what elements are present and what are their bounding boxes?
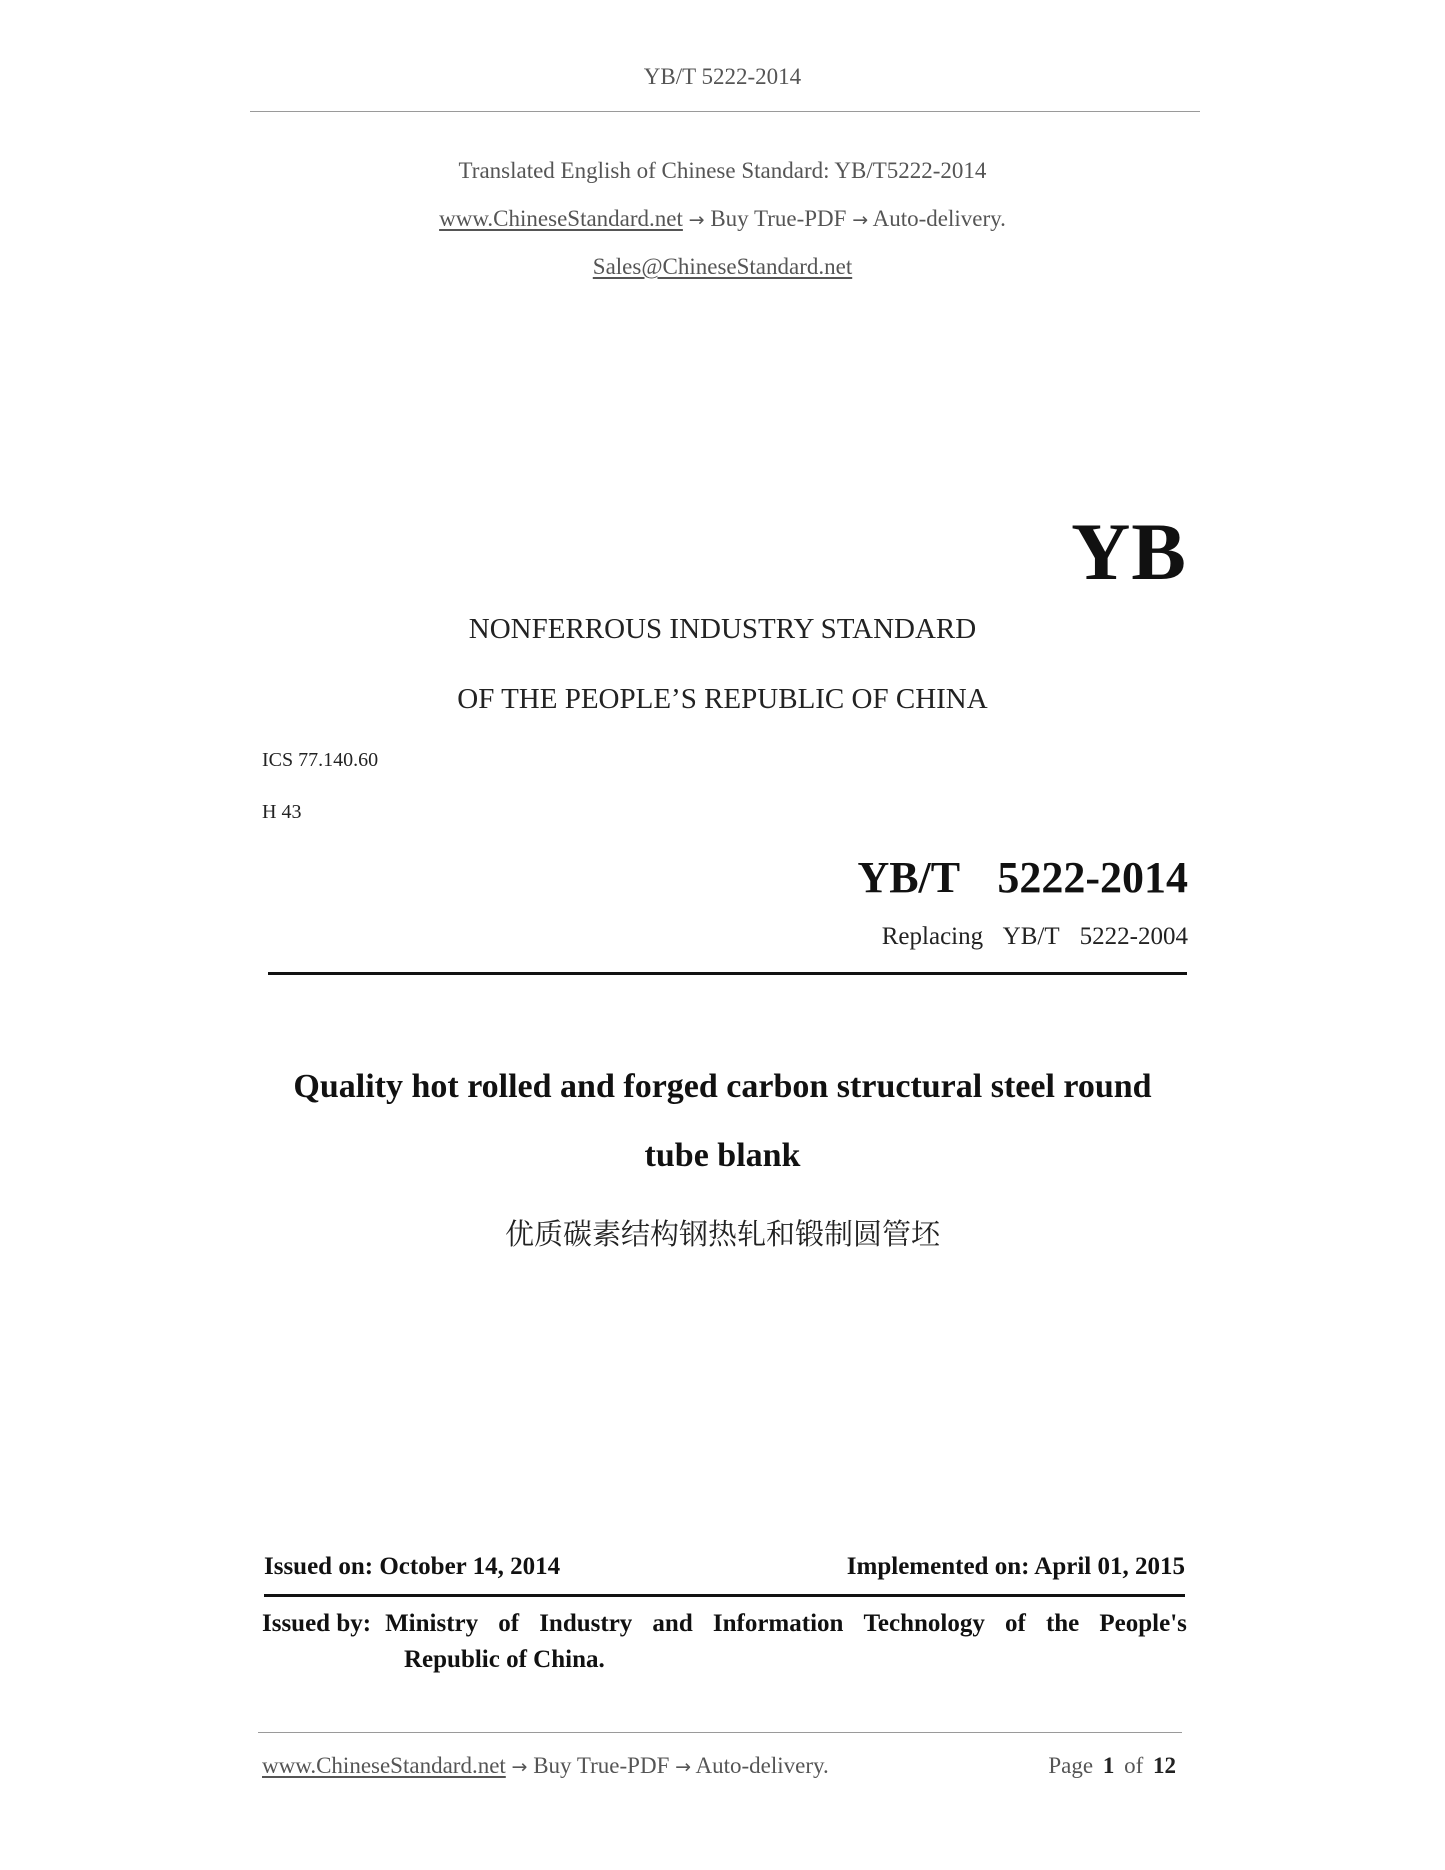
document-title-line2: tube blank	[644, 1137, 801, 1174]
header-divider	[250, 111, 1200, 112]
implemented-date: Implemented on: April 01, 2015	[846, 1553, 1185, 1580]
page-current: 1	[1102, 1753, 1115, 1778]
issuer-word: Industry	[539, 1610, 633, 1637]
issuer-word: Information	[712, 1610, 844, 1637]
dates-row	[264, 1553, 1185, 1581]
issuer-word: Technology	[863, 1610, 985, 1637]
issued-date: Issued on: October 14, 2014	[264, 1553, 561, 1580]
ics-code: ICS 77.140.60	[262, 749, 379, 771]
standard-category-line1: NONFERROUS INDUSTRY STANDARD	[468, 613, 977, 645]
footer-divider	[258, 1732, 1182, 1733]
site-link[interactable]: www.ChineseStandard.net	[439, 206, 683, 231]
arrow-right-icon: →	[675, 1756, 692, 1778]
replacing-standard: Replacing YB/T 5222-2004	[881, 923, 1188, 950]
issuer-word: Ministry	[385, 1610, 479, 1637]
sales-email-link[interactable]: Sales@ChineseStandard.net	[592, 254, 853, 279]
arrow-right-icon: →	[688, 209, 705, 231]
page-indicator	[1048, 1753, 1176, 1779]
footer-purchase-line	[262, 1753, 829, 1779]
issuer-word: People's	[1099, 1610, 1187, 1637]
running-header: YB/T 5222-2014	[643, 64, 802, 89]
arrow-right-icon: →	[852, 209, 869, 231]
buy-label: Buy True-PDF	[710, 206, 847, 231]
translation-notice: Translated English of Chinese Standard: YB/T5222-2014	[458, 158, 987, 183]
page-total: 12	[1153, 1753, 1176, 1778]
issuer-label: Issued by:	[262, 1610, 372, 1637]
standard-number: YB/T 5222-2014	[857, 853, 1188, 902]
page-label: Page	[1048, 1753, 1094, 1778]
issuer-line1	[262, 1606, 1187, 1642]
footer-site-link[interactable]: www.ChineseStandard.net	[262, 1753, 506, 1778]
issuer-org-line2: Republic of China.	[404, 1646, 605, 1673]
issuer-word: of	[1005, 1610, 1026, 1637]
document-title-line1: Quality hot rolled and forged carbon structural steel round	[293, 1068, 1152, 1105]
issuer-block	[262, 1606, 1187, 1678]
standard-logo-code: YB	[1071, 506, 1187, 597]
footer-auto-delivery-label: Auto-delivery.	[695, 1753, 829, 1778]
issuer-org-line1	[385, 1606, 1187, 1642]
cover-divider	[268, 972, 1187, 975]
document-title-chinese: 优质碳素结构钢热轧和锻制圆管坯	[504, 1217, 940, 1251]
footer-buy-label: Buy True-PDF	[533, 1753, 670, 1778]
standard-category-line2: OF THE PEOPLE’S REPUBLIC OF CHINA	[457, 683, 988, 715]
auto-delivery-label: Auto-delivery.	[872, 206, 1006, 231]
of-label: of	[1124, 1753, 1144, 1778]
purchase-line	[0, 206, 1445, 232]
ccs-code: H 43	[262, 801, 302, 823]
arrow-right-icon: →	[511, 1756, 528, 1778]
issuer-word: of	[498, 1610, 520, 1637]
dates-divider	[264, 1594, 1185, 1597]
email-line	[0, 254, 1445, 280]
issuer-word: the	[1045, 1610, 1080, 1637]
issuer-word: and	[652, 1610, 693, 1637]
